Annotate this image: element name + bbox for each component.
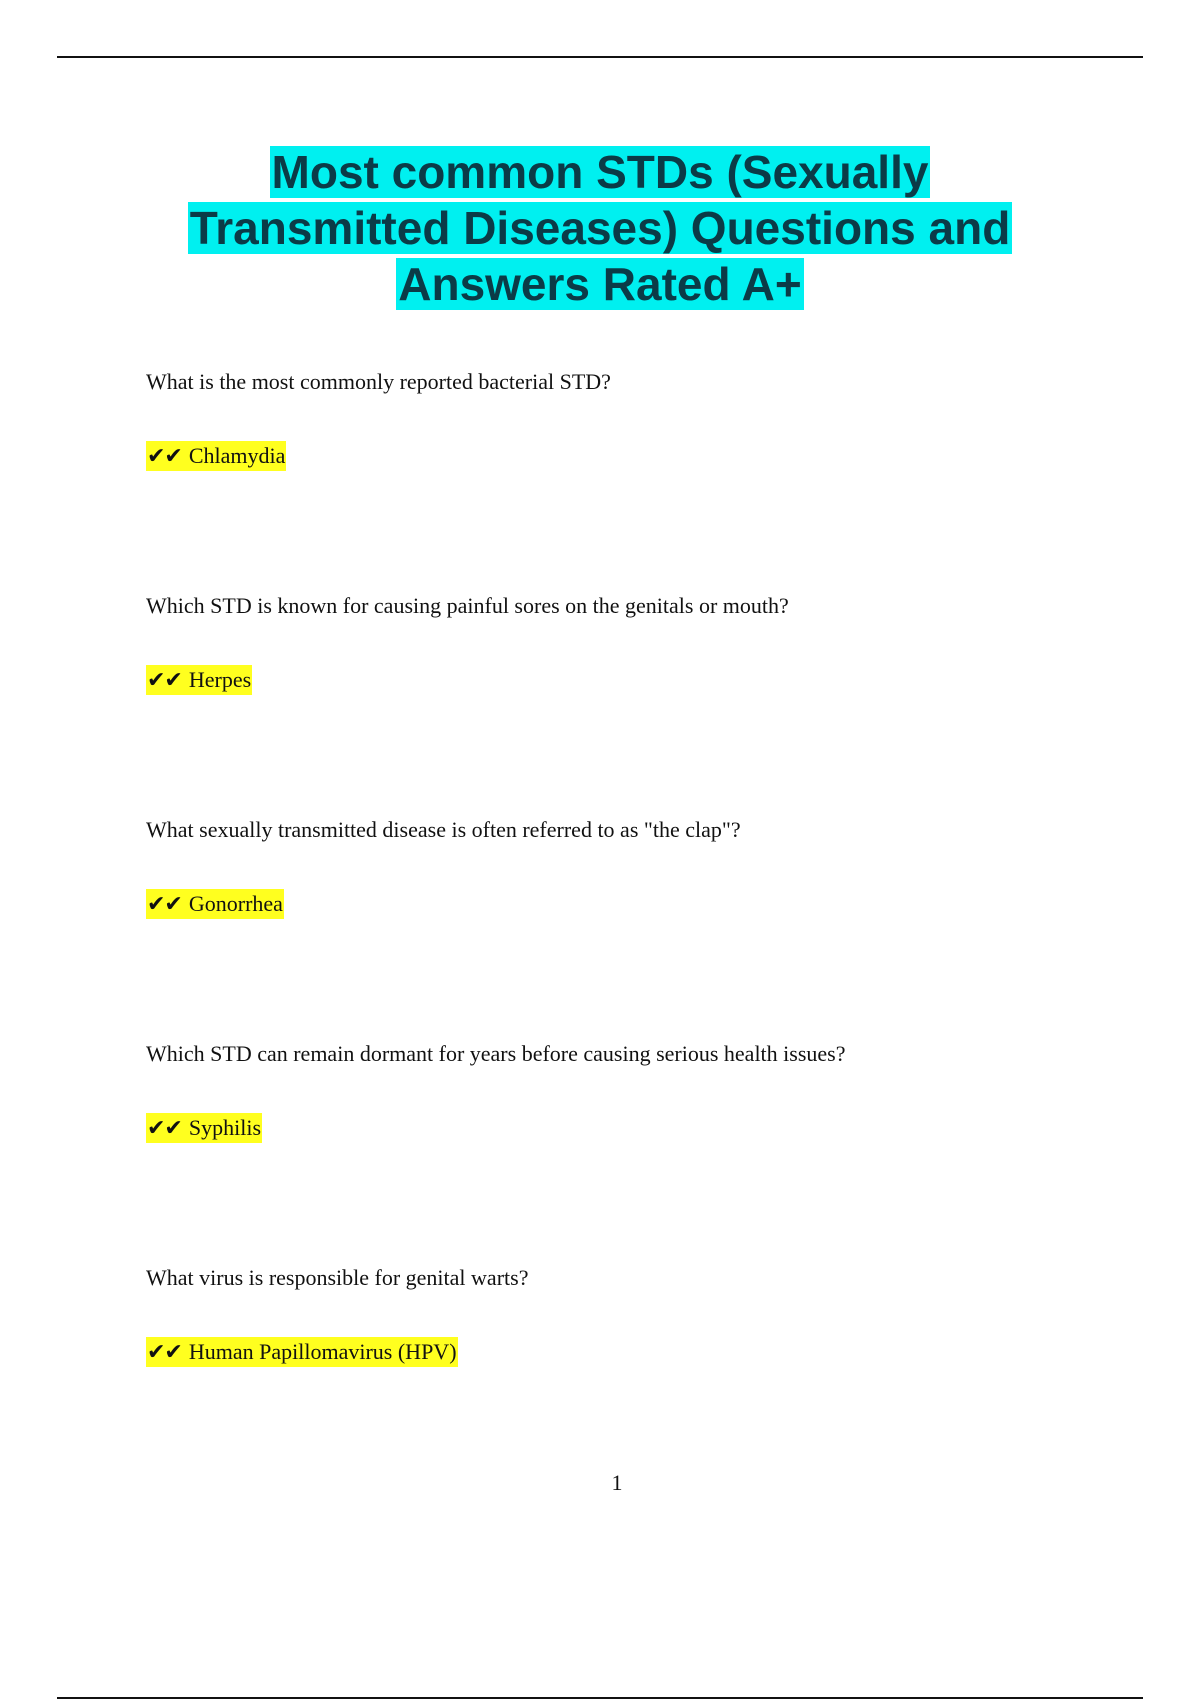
title-line-1: Most common STDs (Sexually — [271, 146, 929, 198]
question-text: Which STD can remain dormant for years before causing serious health issues? — [146, 1041, 846, 1066]
page-number: 1 — [611, 1470, 623, 1495]
answer-text: Herpes — [188, 667, 252, 692]
question-text: Which STD is known for causing painful sores on the genitals or mouth? — [146, 593, 789, 618]
answer — [146, 890, 284, 919]
answer-text: Gonorrhea — [188, 891, 283, 916]
qa-item-2 — [146, 592, 789, 693]
bottom-rule — [57, 1697, 1143, 1699]
question-text: What is the most commonly reported bacterial STD? — [146, 369, 611, 394]
check-icon: ✔✔ — [147, 444, 182, 469]
answer — [146, 1114, 262, 1143]
qa-item-5 — [146, 1264, 529, 1365]
title-line-3: Answers Rated A+ — [398, 258, 802, 310]
top-rule — [57, 56, 1143, 58]
question-text: What sexually transmitted disease is often referred to as "the clap"? — [146, 817, 741, 842]
check-icon: ✔✔ — [147, 892, 182, 917]
title-line-2: Transmitted Diseases) Questions and — [189, 202, 1011, 254]
qa-item-4 — [146, 1040, 846, 1141]
answer-text: Human Papillomavirus (HPV) — [188, 1339, 457, 1364]
answer-text: Syphilis — [188, 1115, 262, 1140]
page-title — [100, 144, 1100, 312]
check-icon: ✔✔ — [147, 1340, 182, 1365]
answer-text: Chlamydia — [188, 443, 286, 468]
qa-item-1 — [146, 368, 611, 469]
answer — [146, 666, 252, 695]
answer — [146, 1338, 458, 1367]
answer — [146, 442, 286, 471]
question-text: What virus is responsible for genital warts? — [146, 1265, 529, 1290]
qa-item-3 — [146, 816, 741, 917]
check-icon: ✔✔ — [147, 668, 182, 693]
check-icon: ✔✔ — [147, 1116, 182, 1141]
